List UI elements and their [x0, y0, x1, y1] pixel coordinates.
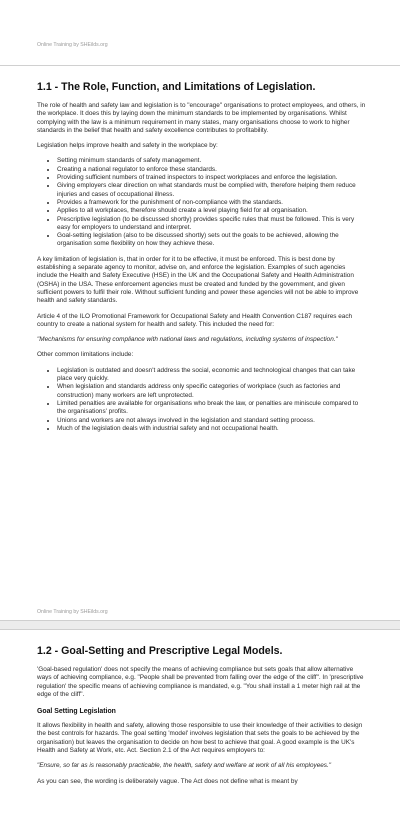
list-item: • Much of the legislation deals with industrial safety and not occupational health.	[57, 425, 367, 433]
page-footer: Online Training by SHEilds.org	[37, 609, 108, 615]
list-item: • Prescriptive legislation (to be discussed shortly) provides specific rules that must be followed. This is very easy for employers to understand and interpret.	[57, 216, 367, 233]
list-item: • When legislation and standards address only specific categories of workplace (such as factories and construction) many workers are left unprotected.	[57, 383, 367, 400]
list-item: • Legislation is outdated and doesn't address the social, economic and technological changes that can take place very quickly.	[57, 367, 367, 384]
section-2-title: 1.2 - Goal-Setting and Prescriptive Legal Models.	[37, 645, 283, 657]
list-item: • Provides a framework for the punishment of non-compliance with the standards.	[57, 199, 367, 207]
limitations-list	[37, 367, 367, 433]
list-item: • Setting minimum standards of safety management.	[57, 157, 367, 165]
list-item: • Goal-setting legislation (also to be discussed shortly) sets out the goals to be achieved, allowing the organisation some flexibility on how they achieve these.	[57, 232, 367, 249]
list-item: • Creating a national regulator to enforce these standards.	[57, 166, 367, 174]
list-item: • Giving employers clear direction on what standards must be complied with, therefore helping them reduce injuries and cases of occupational illness.	[57, 182, 367, 199]
list-item: • Limited penalties are available for organisations who break the law, or penalties are miniscule compared to the organisations' profits.	[57, 400, 367, 417]
page-separator	[0, 620, 400, 630]
hswa-quote: "Ensure, so far as is reasonably practicable, the health, safety and welfare at work of all his employees."	[37, 762, 332, 770]
section-1-title: 1.1 - The Role, Function, and Limitations of Legislation.	[37, 81, 316, 93]
cutoff-paragraph: As you can see, the wording is deliberately vague. The Act does not define what is meant by	[37, 777, 298, 785]
section-2-intro: 'Goal-based regulation' does not specify the means of achieving compliance but sets goals that allow alternative ways of achieving compliance, e.g. "People shall be prevented from falling over the edge of the cliff". In 'prescriptive regulation' the specific means of achieving compliance is mandated, e.g. "You shall install a 1 meter high rail at the edge of the cliff".	[37, 666, 364, 698]
list-item: • Applies to all workplaces, therefore should create a level playing field for all organisation.	[57, 207, 367, 215]
list-item: • Unions and workers are not always involved in the legislation and standard setting process.	[57, 417, 367, 425]
section-1-lead: Legislation helps improve health and safety in the workplace by:	[37, 142, 218, 150]
goal-setting-body: It allows flexibility in health and safety, allowing those responsible to use their knowledge of their activities to design the best controls for hazards. The goal setting 'model' involves legislation that sets the goals to be achieved by the organisation) but leaves the organisation to decide on how best to achieve that goal. A good example is the UK's Health and Safety at Work, etc. Act. Section 2.1 of the Act requires employers to:	[37, 722, 363, 755]
goal-setting-subheading: Goal Setting Legislation	[37, 708, 116, 716]
section-1-intro: The role of health and safety law and legislation is to "encourage" organisations to protect employees, and others, in the workplace. It does this by laying down the minimum standards to be implemented by organisations. Whilst complying with the law is a minimum requirement in many states, many organisations choose to work to higher standards in the belief that health and safety excellence contributes to profitability.	[37, 102, 366, 134]
article-paragraph: Article 4 of the ILO Promotional Framework for Occupational Safety and Health Convention C187 requires each country to create a national system for health and safety. This included the need for:	[37, 312, 353, 328]
list-item: • Providing sufficient numbers of trained inspectors to inspect workplaces and enforce the legislation.	[57, 174, 367, 182]
ilo-quote: "Mechanisms for ensuring compliance with national laws and regulations, including systems of inspection."	[37, 336, 338, 344]
benefits-list	[37, 157, 367, 248]
document-page-2	[0, 645, 400, 786]
other-limitations-lead: Other common limitations include:	[37, 351, 134, 359]
limitation-paragraph: A key limitation of legislation is, that in order for it to be effective, it must be enforced. This is best done by establishing a separate agency to monitor, advise on, and enforce the legislation. Examples of such agencies include the Health and Safety Executive (HSE) in the UK and the Occupational Safety and Health Administration (OSHA) in the USA. These enforcement agencies must be created and funded by the government, and given sufficient powers to fulfil their role. Without sufficient funding and power these agencies will not be able to improve health and safety standards.	[37, 255, 359, 305]
page-header: Online Training by SHEilds.org	[0, 0, 400, 66]
